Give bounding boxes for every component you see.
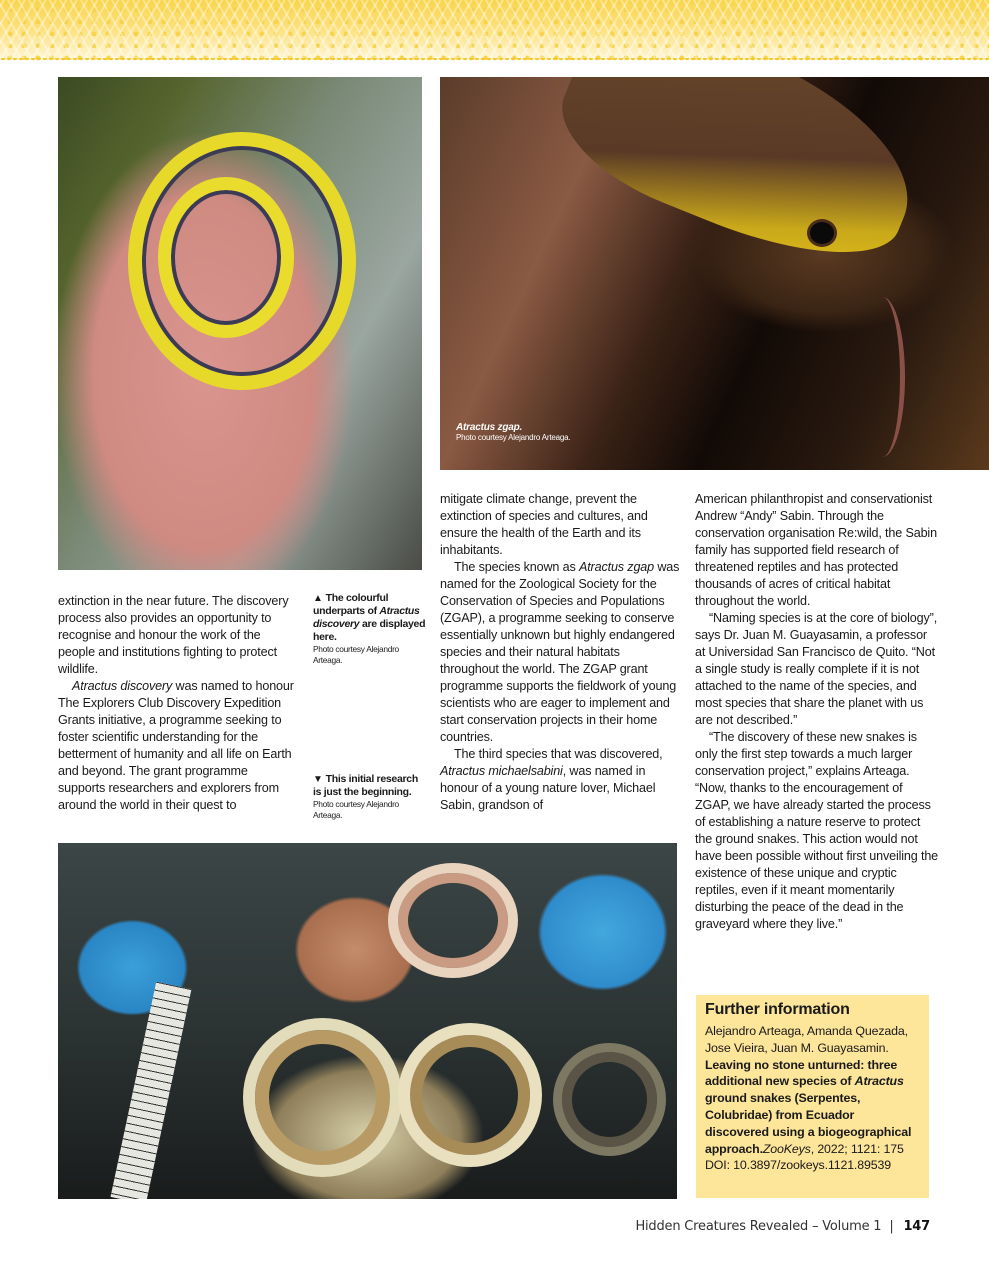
snakeskin-header-banner <box>0 0 989 60</box>
paragraph <box>440 746 680 814</box>
citation <box>705 1023 920 1174</box>
photo-atractus-zgap <box>440 77 989 470</box>
paragraph-text: was named to honour The Explorers Club Discovery Expedition Grants initiative, a programme seeking to foster scientific understanding for the betterment of humanity and all life on Earth and beyond. The grant programme supports researchers and explorers from around the world in their quest to <box>58 679 294 812</box>
photo-researcher-specimens <box>58 843 677 1199</box>
caption-title: Atractus zgap. <box>456 422 523 433</box>
paragraph: “The discovery of these new snakes is only the first step towards a much larger conservation project,” explains Arteaga. “Now, thanks to the encouragement of ZGAP, we have already started the process of establishing a nature reserve to protect the ground snakes. This action would not have been possible without first unveiling the existence of these unique and cryptic reptiles, even if it meant momentarily disturbing the peace of the dead in the graveyard where they live.” <box>695 730 939 931</box>
arrow-up-icon: ▲ <box>313 593 323 604</box>
photo-caption-zgap <box>456 422 570 442</box>
footer-separator: | <box>889 1219 894 1234</box>
further-information-box <box>696 995 929 1198</box>
paragraph <box>58 678 298 814</box>
specimen-coil <box>243 1018 402 1177</box>
species-name: Atractus zgap <box>578 560 655 574</box>
paragraph-text: The third species that was discovered, <box>454 747 663 761</box>
photo-atractus-discovery-hand <box>58 77 422 570</box>
side-caption-colourful-underparts <box>313 592 428 666</box>
paragraph: mitigate climate change, prevent the extinction of species and cultures, and ensure the health of the Earth and its inhabitants. <box>440 492 648 557</box>
species-name: Atractus discovery <box>72 679 173 693</box>
citation-journal: ZooKeys <box>762 1141 811 1156</box>
caption-text: This initial research is just the beginning. <box>313 773 418 798</box>
paragraph-text: , was named in honour of a young nature lover, Michael Sabin, grandson of <box>440 764 656 812</box>
species-name: Atractus <box>854 1074 904 1089</box>
article-column-3 <box>695 491 940 933</box>
caption-credit: Photo courtesy Alejandro Arteaga. <box>313 644 399 665</box>
specimen-coil <box>388 863 518 978</box>
citation-title: ground snakes (Serpentes, Colubridae) from Ecuador discovered using a biogeographical approach. <box>705 1091 912 1156</box>
snake-coil-inner <box>158 177 294 338</box>
specimen-coil <box>398 1023 542 1167</box>
article-column-1 <box>58 593 298 814</box>
page-number: 147 <box>903 1219 930 1234</box>
citation-title: Leaving no stone unturned: three additional new species of <box>705 1057 898 1089</box>
arrow-down-icon: ▼ <box>313 774 323 785</box>
snake-eye <box>810 222 834 244</box>
caption-credit: Photo courtesy Alejandro Arteaga. <box>313 799 399 820</box>
paragraph: American philanthropist and conservationist Andrew “Andy” Sabin. Through the conservation organisation Re:wild, the Sabin family has supported field research of threatened reptiles and has protected thousands of acres of critical habitat throughout the world. <box>695 492 937 608</box>
citation-authors: Alejandro Arteaga, Amanda Quezada, Jose Vieira, Juan M. Guayasamin. <box>705 1024 908 1055</box>
paragraph <box>440 559 680 746</box>
publication-title: Hidden Creatures Revealed – Volume 1 <box>635 1219 882 1234</box>
further-info-heading: Further information <box>705 1001 850 1018</box>
snake-head <box>541 77 938 288</box>
article-column-2 <box>440 491 680 814</box>
caption-text: The colourful underparts of <box>313 592 389 617</box>
paragraph: “Naming species is at the core of biology”, says Dr. Juan M. Guayasamin, a professor at Universidad San Francisco de Quito. “Not a single study is really complete if it is not attached to the name of the species, and most species that share the planet with us are not described.” <box>695 611 938 727</box>
citation-doi: , 2022; 1121: 175 DOI: 10.3897/zookeys.1121.89539 <box>705 1141 904 1173</box>
measuring-ruler <box>111 982 192 1199</box>
caption-credit: Photo courtesy Alejandro Arteaga. <box>456 433 571 442</box>
paragraph-text: was named for the Zoological Society for the Conservation of Species and Populations (ZGAP), a programme seeking to conserve essentially unknown but highly endangered species and their natural habitats throughout the world. The ZGAP grant programme supports the fieldwork of young scientists who are eager to implement and start conservation projects in their home countries. <box>440 560 680 744</box>
species-name: Atractus discovery <box>313 605 420 630</box>
side-caption-initial-research <box>313 773 428 821</box>
specimen-coil <box>553 1043 666 1156</box>
species-name: Atractus michaelsabini <box>440 764 563 778</box>
snake-tongue <box>860 297 905 457</box>
page-footer <box>635 1219 930 1234</box>
caption-text: are displayed here. <box>313 618 426 643</box>
paragraph-text: The species known as <box>454 560 579 574</box>
paragraph: extinction in the near future. The discovery process also provides an opportunity to recognise and honour the work of the people and institutions fighting to protect wildlife. <box>58 594 289 676</box>
